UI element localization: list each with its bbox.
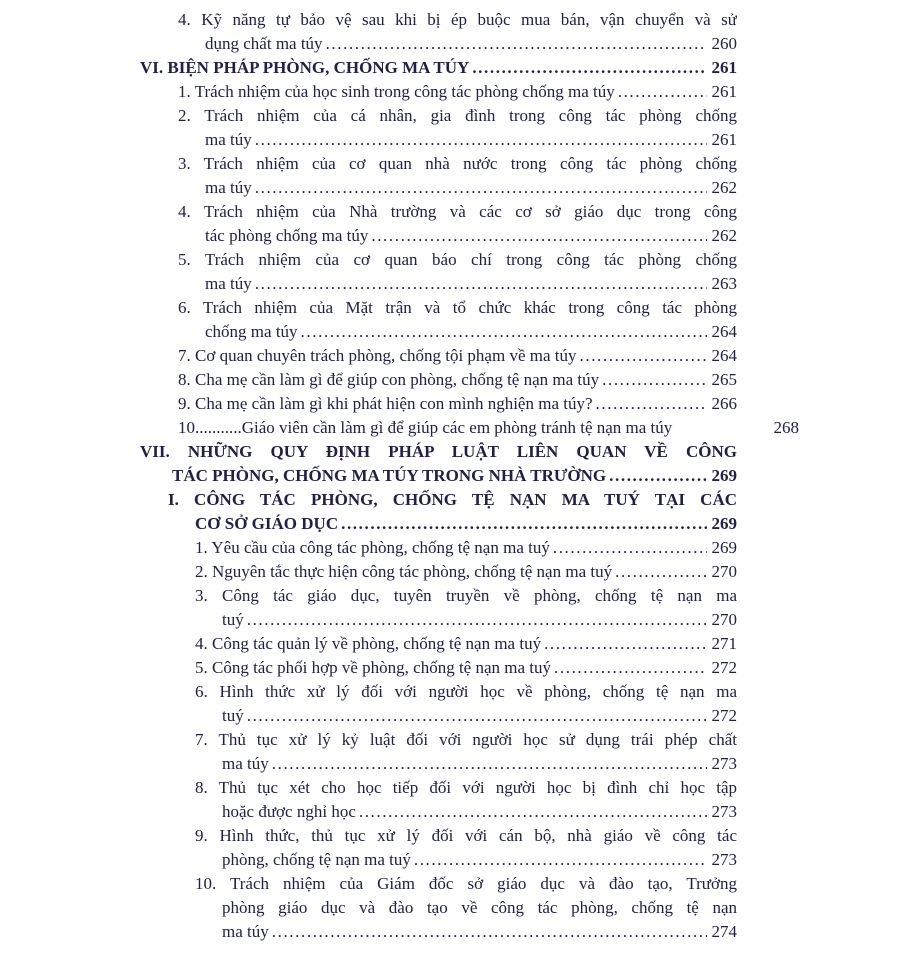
toc-entry xyxy=(140,80,737,104)
toc-entry-text: 4. Công tác quản lý về phòng, chống tệ nạn ma tuý xyxy=(195,634,542,653)
toc-entry xyxy=(140,872,737,944)
leader-dots xyxy=(675,416,768,440)
toc-entry-line: 3. Công tác giáo dục, tuyên truyền về phòng, chống tệ nạn ma xyxy=(195,586,737,605)
toc-entry xyxy=(140,656,737,680)
toc-entry xyxy=(140,584,737,632)
toc-entry-text: 10...........Giáo viên cần làm gì để giúp các em phòng tránh tệ nạn ma túy xyxy=(178,418,673,437)
toc-entry-text: 7. Cơ quan chuyên trách phòng, chống tội phạm về ma túy xyxy=(178,346,577,365)
toc-entry-line: 10. Trách nhiệm của Giám đốc sở giáo dục và đào tạo, Trưởng xyxy=(195,874,737,893)
toc-entry xyxy=(140,392,737,416)
toc-entry-line: 4. Kỹ năng tự bảo vệ sau khi bị ép buộc mua bán, vận chuyển và sử xyxy=(178,10,737,29)
toc-entry-line: I. CÔNG TÁC PHÒNG, CHỐNG TỆ NẠN MA TUÝ TẠI CÁC xyxy=(168,490,737,509)
toc-entry xyxy=(140,248,737,296)
toc-entry-line: 8. Thủ tục xét cho học tiếp đối với người học bị đình chỉ học tập xyxy=(195,778,737,797)
toc-entry-lastline xyxy=(172,464,737,488)
page-number: 261 xyxy=(711,58,737,77)
toc-entry xyxy=(140,104,737,152)
leader-dots xyxy=(255,272,707,296)
page-number: 270 xyxy=(711,562,737,581)
page-number: 272 xyxy=(711,658,737,677)
toc-entry-line: phòng giáo dục và đào tạo về công tác phòng, chống tệ nạn xyxy=(222,898,737,917)
leader-dots xyxy=(414,848,707,872)
leader-dots xyxy=(615,560,706,584)
page-number: 270 xyxy=(711,610,737,629)
leader-dots xyxy=(359,800,707,824)
toc-entry-text: ma túy xyxy=(205,178,252,197)
toc-entry xyxy=(140,344,737,368)
page-number: 261 xyxy=(711,130,737,149)
toc-entry-lastline xyxy=(222,752,737,776)
page-number: 262 xyxy=(711,226,737,245)
toc-entry-line: 9. Hình thức, thủ tục xử lý đối với cán bộ, nhà giáo về công tác xyxy=(195,826,737,845)
toc-entry-line: 2. Trách nhiệm của cá nhân, gia đình trong công tác phòng chống xyxy=(178,106,737,125)
toc-entry-text: 2. Nguyên tắc thực hiện công tác phòng, chống tệ nạn ma tuý xyxy=(195,562,613,581)
leader-dots xyxy=(602,368,706,392)
toc-entry-lastline xyxy=(178,392,737,416)
toc-entry-lastline xyxy=(195,536,737,560)
leader-dots xyxy=(341,512,706,536)
toc-list xyxy=(140,8,799,944)
toc-entry xyxy=(140,440,737,488)
toc-entry-text: 9. Cha mẹ cần làm gì khi phát hiện con mình nghiện ma túy? xyxy=(178,394,593,413)
toc-entry-lastline xyxy=(140,56,737,80)
toc-entry-lastline xyxy=(195,560,737,584)
toc-entry-line: 4. Trách nhiệm của Nhà trường và các cơ sở giáo dục trong công xyxy=(178,202,737,221)
toc-entry-lastline xyxy=(178,344,737,368)
toc-entry-line: 3. Trách nhiệm của cơ quan nhà nước trong công tác phòng chống xyxy=(178,154,737,173)
leader-dots xyxy=(255,128,707,152)
leader-dots xyxy=(609,464,706,488)
toc-entry-line: 7. Thủ tục xử lý kỷ luật đối với người học sử dụng trái phép chất xyxy=(195,730,737,749)
toc-entry-lastline xyxy=(195,656,737,680)
toc-entry-text: TÁC PHÒNG, CHỐNG MA TÚY TRONG NHÀ TRƯỜNG xyxy=(172,466,607,485)
toc-entry-lastline xyxy=(205,320,737,344)
toc-entry-text: 8. Cha mẹ cần làm gì để giúp con phòng, chống tệ nạn ma túy xyxy=(178,370,600,389)
toc-entry-lastline xyxy=(205,224,737,248)
leader-dots xyxy=(272,920,707,944)
page-number: 261 xyxy=(711,82,737,101)
toc-entry-lastline xyxy=(205,32,737,56)
leader-dots xyxy=(544,632,706,656)
page-number: 260 xyxy=(711,34,737,53)
leader-dots xyxy=(618,80,707,104)
toc-entry xyxy=(140,56,737,80)
toc-entry xyxy=(140,296,737,344)
toc-entry-text: chống ma túy xyxy=(205,322,298,341)
toc-entry xyxy=(140,536,737,560)
page-number: 271 xyxy=(711,634,737,653)
toc-entry-lastline xyxy=(222,848,737,872)
page-number: 272 xyxy=(711,706,737,725)
leader-dots xyxy=(553,536,707,560)
leader-dots xyxy=(301,320,707,344)
toc-entry-lastline xyxy=(205,176,737,200)
leader-dots xyxy=(247,704,707,728)
page-number: 265 xyxy=(711,370,737,389)
toc-entry-text: tuý xyxy=(222,706,244,725)
toc-entry-lastline xyxy=(222,800,737,824)
leader-dots xyxy=(247,608,707,632)
toc-entry-text: CƠ SỞ GIÁO DỤC xyxy=(195,514,339,533)
toc-entry xyxy=(140,368,737,392)
leader-dots xyxy=(255,176,707,200)
toc-entry-text: tuý xyxy=(222,610,244,629)
leader-dots xyxy=(596,392,707,416)
toc-entry-line: 6. Hình thức xử lý đối với người học về phòng, chống tệ nạn ma xyxy=(195,682,737,701)
toc-entry-text: 5. Công tác phối hợp về phòng, chống tệ nạn ma tuý xyxy=(195,658,552,677)
page-number: 268 xyxy=(773,418,799,437)
toc-entry xyxy=(140,416,799,440)
toc-entry-lastline xyxy=(222,920,737,944)
leader-dots xyxy=(272,752,707,776)
page-number: 264 xyxy=(711,322,737,341)
page-number: 269 xyxy=(711,514,737,533)
toc-entry-lastline xyxy=(178,368,737,392)
toc-entry-text: phòng, chống tệ nạn ma tuý xyxy=(222,850,411,869)
toc-entry-lastline xyxy=(205,272,737,296)
toc-entry-text: ma túy xyxy=(205,130,252,149)
toc-entry xyxy=(140,8,737,56)
toc-entry-text: hoặc được nghỉ học xyxy=(222,802,356,821)
toc-entry-lastline xyxy=(205,128,737,152)
toc-entry xyxy=(140,560,737,584)
page-number: 273 xyxy=(711,802,737,821)
toc-entry-line: 5. Trách nhiệm của cơ quan báo chí trong công tác phòng chống xyxy=(178,250,737,269)
toc-entry xyxy=(140,200,737,248)
toc-entry xyxy=(140,152,737,200)
toc-entry xyxy=(140,824,737,872)
toc-entry-text: VI. BIỆN PHÁP PHÒNG, CHỐNG MA TÚY xyxy=(140,58,470,77)
toc-entry-lastline xyxy=(178,416,799,440)
leader-dots xyxy=(554,656,706,680)
leader-dots xyxy=(580,344,707,368)
toc-entry-lastline xyxy=(195,632,737,656)
page-number: 273 xyxy=(711,754,737,773)
toc-entry xyxy=(140,488,737,536)
page-number: 266 xyxy=(711,394,737,413)
page-number: 269 xyxy=(711,538,737,557)
toc-entry-text: 1. Yêu cầu của công tác phòng, chống tệ nạn ma tuý xyxy=(195,538,550,557)
toc-entry-line: 6. Trách nhiệm của Mặt trận và tổ chức khác trong công tác phòng xyxy=(178,298,737,317)
toc-entry-text: ma túy xyxy=(222,754,269,773)
toc-entry-lastline xyxy=(178,80,737,104)
toc-entry xyxy=(140,776,737,824)
leader-dots xyxy=(326,32,707,56)
leader-dots xyxy=(472,56,706,80)
page-number: 263 xyxy=(711,274,737,293)
toc-entry-text: dụng chất ma túy xyxy=(205,34,323,53)
page-number: 273 xyxy=(711,850,737,869)
toc-entry-text: ma túy xyxy=(222,922,269,941)
page-number: 264 xyxy=(711,346,737,365)
toc-entry xyxy=(140,680,737,728)
toc-entry xyxy=(140,632,737,656)
toc-entry-line: VII. NHỮNG QUY ĐỊNH PHÁP LUẬT LIÊN QUAN VỀ CÔNG xyxy=(140,442,737,461)
page-number: 274 xyxy=(711,922,737,941)
toc-entry-lastline xyxy=(195,512,737,536)
leader-dots xyxy=(371,224,706,248)
toc-entry-text: tác phòng chống ma túy xyxy=(205,226,369,245)
toc-entry-lastline xyxy=(222,608,737,632)
page-number: 269 xyxy=(711,466,737,485)
page-number: 262 xyxy=(711,178,737,197)
toc-entry-lastline xyxy=(222,704,737,728)
toc-entry xyxy=(140,728,737,776)
toc-entry-text: 1. Trách nhiệm của học sinh trong công tác phòng chống ma túy xyxy=(178,82,615,101)
toc-entry-text: ma túy xyxy=(205,274,252,293)
